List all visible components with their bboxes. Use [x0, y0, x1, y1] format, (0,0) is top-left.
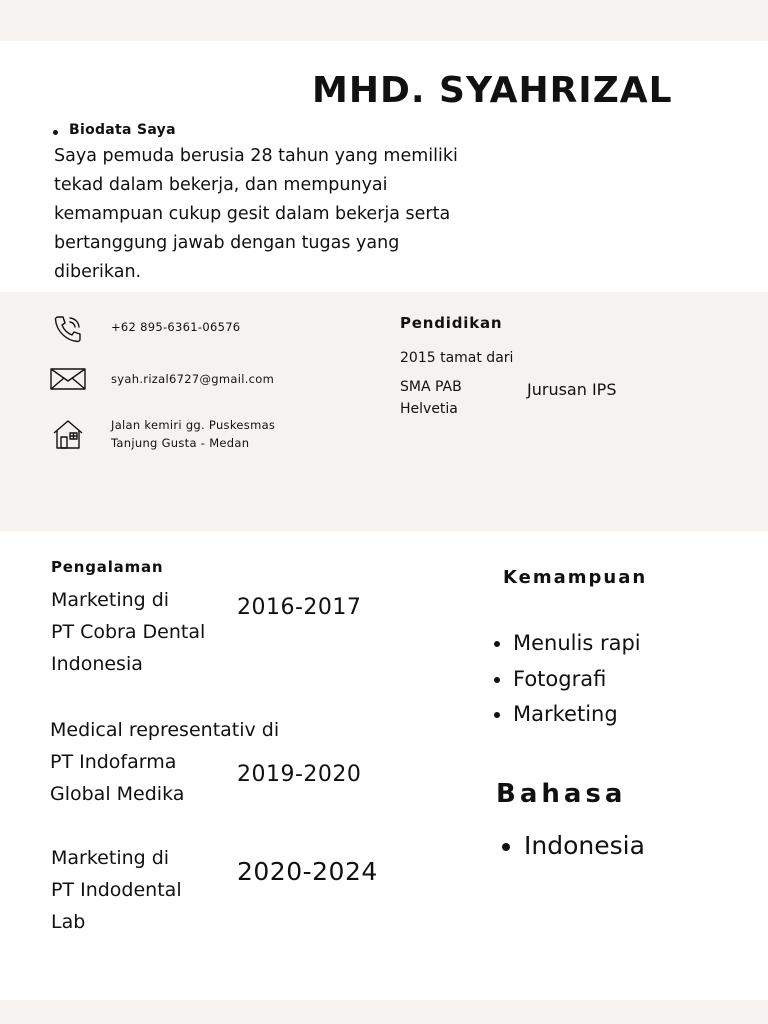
experience-heading: Pengalaman — [51, 558, 164, 576]
school-line-1: SMA PAB — [400, 379, 462, 395]
top-band — [0, 0, 768, 41]
experience-item — [51, 842, 182, 938]
phone-number: +62 895-6361-06576 — [111, 320, 241, 334]
skill-item: • Fotografi — [513, 662, 641, 698]
bottom-band — [0, 1000, 768, 1024]
email-address: syah.rizal6727@gmail.com — [111, 372, 275, 386]
languages-list — [496, 828, 645, 864]
languages-heading: Bahasa — [496, 779, 627, 809]
experience-company-cont: Lab — [51, 911, 86, 933]
page-title: MHD. SYAHRIZAL — [312, 70, 673, 111]
experience-company: PT Cobra Dental — [51, 621, 206, 643]
skills-list — [495, 626, 641, 733]
language-item: • Indonesia — [524, 828, 645, 864]
experience-company: PT Indodental — [51, 879, 182, 901]
education-year: 2015 tamat dari — [400, 350, 514, 366]
experience-role: Medical representativ di — [50, 719, 280, 741]
bio-heading: Biodata Saya — [69, 122, 176, 138]
house-icon — [52, 418, 84, 450]
bio-text: Saya pemuda berusia 28 tahun yang memiliki tekad dalam bekerja, dan mempunyai kemampuan cukup gesit dalam bekerja serta bertanggung jawab dengan tugas yang diberikan. — [54, 146, 458, 282]
address — [111, 416, 275, 452]
experience-item — [51, 584, 205, 680]
education-school — [400, 376, 462, 420]
experience-company-cont: Indonesia — [51, 653, 143, 675]
skill-item: • Menulis rapi — [513, 626, 641, 662]
bio-bullet — [53, 130, 58, 135]
school-line-2: Helvetia — [400, 401, 458, 417]
experience-years: 2020-2024 — [237, 857, 378, 886]
experience-role: Marketing di — [51, 847, 170, 869]
envelope-icon — [50, 367, 86, 391]
education-major: Jurusan IPS — [527, 380, 617, 399]
address-line-2: Tanjung Gusta - Medan — [111, 436, 250, 450]
experience-role: Marketing di — [51, 589, 170, 611]
experience-company: PT Indofarma — [50, 751, 177, 773]
experience-years: 2016-2017 — [237, 595, 362, 620]
education-heading: Pendidikan — [400, 314, 503, 332]
skills-heading: Kemampuan — [503, 567, 648, 588]
skill-item: • Marketing — [513, 697, 641, 733]
experience-years: 2019-2020 — [237, 762, 362, 787]
phone-icon — [52, 313, 84, 345]
experience-company-cont: Global Medika — [50, 783, 185, 805]
address-line-1: Jalan kemiri gg. Puskesmas — [111, 418, 276, 432]
